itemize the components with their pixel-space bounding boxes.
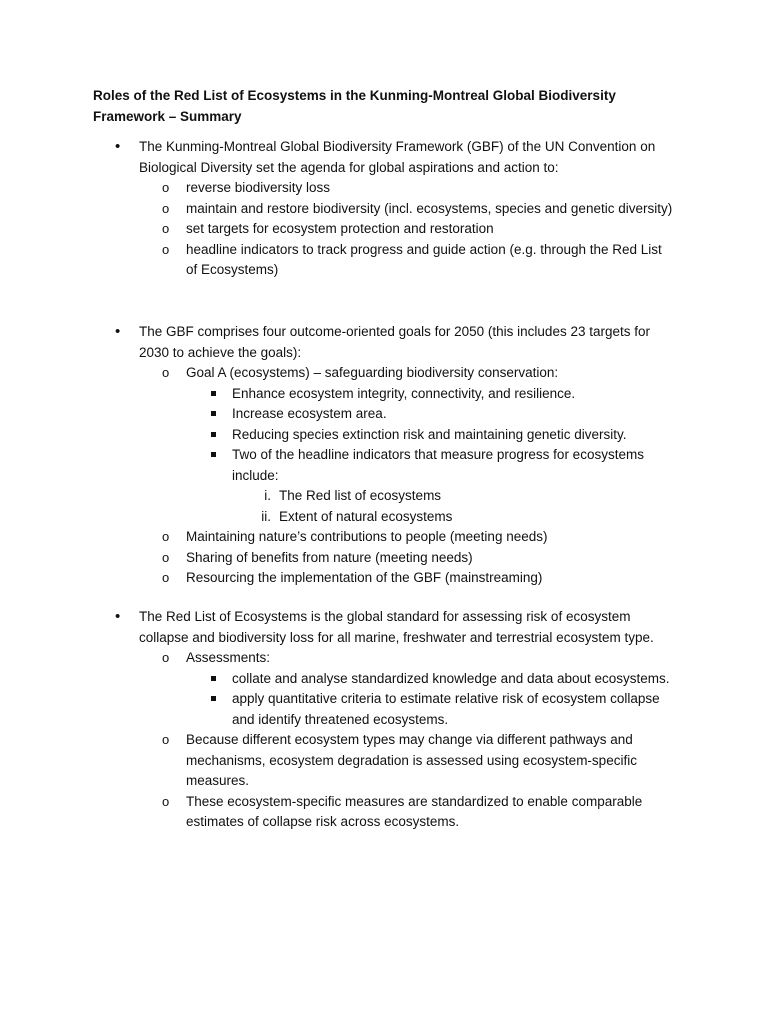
list-item (162, 792, 676, 833)
list-item-text: Maintaining nature’s contributions to people (meeting needs) (186, 529, 548, 544)
roman-numeral-marker: i. (264, 488, 271, 503)
circle-marker: o (162, 793, 170, 809)
list-item-text: Reducing species extinction risk and maintaining genetic diversity. (232, 426, 627, 442)
square-bullet-marker (211, 411, 216, 416)
list-item-text: Extent of natural ecosystems (279, 508, 453, 524)
list-item (162, 527, 676, 548)
list-item (232, 689, 672, 730)
list-item (162, 219, 676, 240)
circle-marker: o (162, 221, 170, 236)
list-item-text: Resourcing the implementation of the GBF (mainstreaming) (186, 570, 543, 585)
list-item (115, 607, 679, 648)
list-item-text: maintain and restore biodiversity (incl. ecosystems, species and genetic diversity) (186, 200, 673, 216)
circle-marker: o (162, 732, 170, 747)
list-item-text: Enhance ecosystem integrity, connectivity, and resilience. (232, 385, 576, 401)
list-item (115, 322, 679, 363)
list-item (162, 648, 676, 669)
list-item (162, 730, 676, 792)
list-item-text: The Red list of ecosystems (279, 488, 442, 503)
circle-marker: o (162, 241, 170, 257)
circle-marker: o (162, 365, 170, 380)
square-bullet-marker (211, 676, 216, 681)
bullet-marker: • (115, 138, 121, 155)
list-item (162, 363, 676, 384)
list-item-text: Two of the headline indicators that measure progress for ecosystems include: (232, 447, 644, 483)
list-item (162, 568, 676, 589)
square-bullet-marker (211, 432, 216, 437)
bullet-marker: • (115, 608, 121, 625)
list-item (162, 199, 676, 220)
list-item-text: reverse biodiversity loss (186, 180, 331, 195)
circle-marker: o (162, 200, 170, 216)
list-item-text: These ecosystem-specific measures are standardized to enable comparable estimates of collapse risk across ecosystems. (186, 793, 643, 829)
list-item-text: headline indicators to track progress and guide action (e.g. through the Red List of Ecosystems) (186, 241, 662, 277)
section-red-list (0, 607, 768, 833)
list-item-text: apply quantitative criteria to estimate relative risk of ecosystem collapse and identify threatened ecosystems. (232, 691, 660, 727)
square-bullet-marker (211, 391, 216, 396)
list-item-text: Because different ecosystem types may change via different pathways and mechanisms, ecosystem degradation is assessed using ecosystem-specific measures. (186, 732, 637, 788)
list-item (162, 178, 676, 199)
list-item-text: set targets for ecosystem protection and restoration (186, 221, 494, 236)
list-item (232, 669, 672, 690)
list-item (115, 137, 679, 178)
circle-marker: o (162, 570, 170, 585)
section-gbf-goals (0, 322, 768, 589)
square-bullet-marker (211, 696, 216, 701)
bullet-marker: • (115, 323, 121, 340)
circle-marker: o (162, 549, 170, 565)
circle-marker: o (162, 180, 170, 195)
list-item (232, 404, 672, 425)
document-title: Roles of the Red List of Ecosystems in the Kunming-Montreal Global Biodiversity Framework – Summary (93, 88, 616, 124)
list-item-text: The GBF comprises four outcome-oriented goals for 2050 (this includes 23 targets for 2030 to achieve the goals): (139, 324, 650, 360)
list-item (261, 507, 669, 528)
circle-marker: o (162, 529, 170, 544)
list-item-text: Sharing of benefits from nature (meeting needs) (186, 549, 473, 565)
roman-numeral-marker: ii. (261, 508, 271, 524)
list-item (232, 425, 672, 446)
list-item (162, 548, 676, 569)
list-item-text: Goal A (ecosystems) – safeguarding biodiversity conservation: (186, 365, 559, 380)
list-item (232, 445, 672, 486)
list-item-text: The Kunming-Montreal Global Biodiversity Framework (GBF) of the UN Convention on Biological Diversity set the agenda for global aspirations and action to: (139, 139, 656, 175)
list-item (232, 384, 672, 405)
list-item-text: Assessments: (186, 650, 271, 665)
list-item (264, 486, 669, 507)
list-item-text: Increase ecosystem area. (232, 406, 387, 421)
square-bullet-marker (211, 452, 216, 457)
section-gbf-overview (0, 137, 768, 281)
list-item-text: The Red List of Ecosystems is the global standard for assessing risk of ecosystem collapse and biodiversity loss for all marine, freshwater and terrestrial ecosystem type. (139, 609, 654, 645)
list-item-text: collate and analyse standardized knowledge and data about ecosystems. (232, 670, 670, 686)
circle-marker: o (162, 650, 170, 665)
list-item (162, 240, 676, 281)
